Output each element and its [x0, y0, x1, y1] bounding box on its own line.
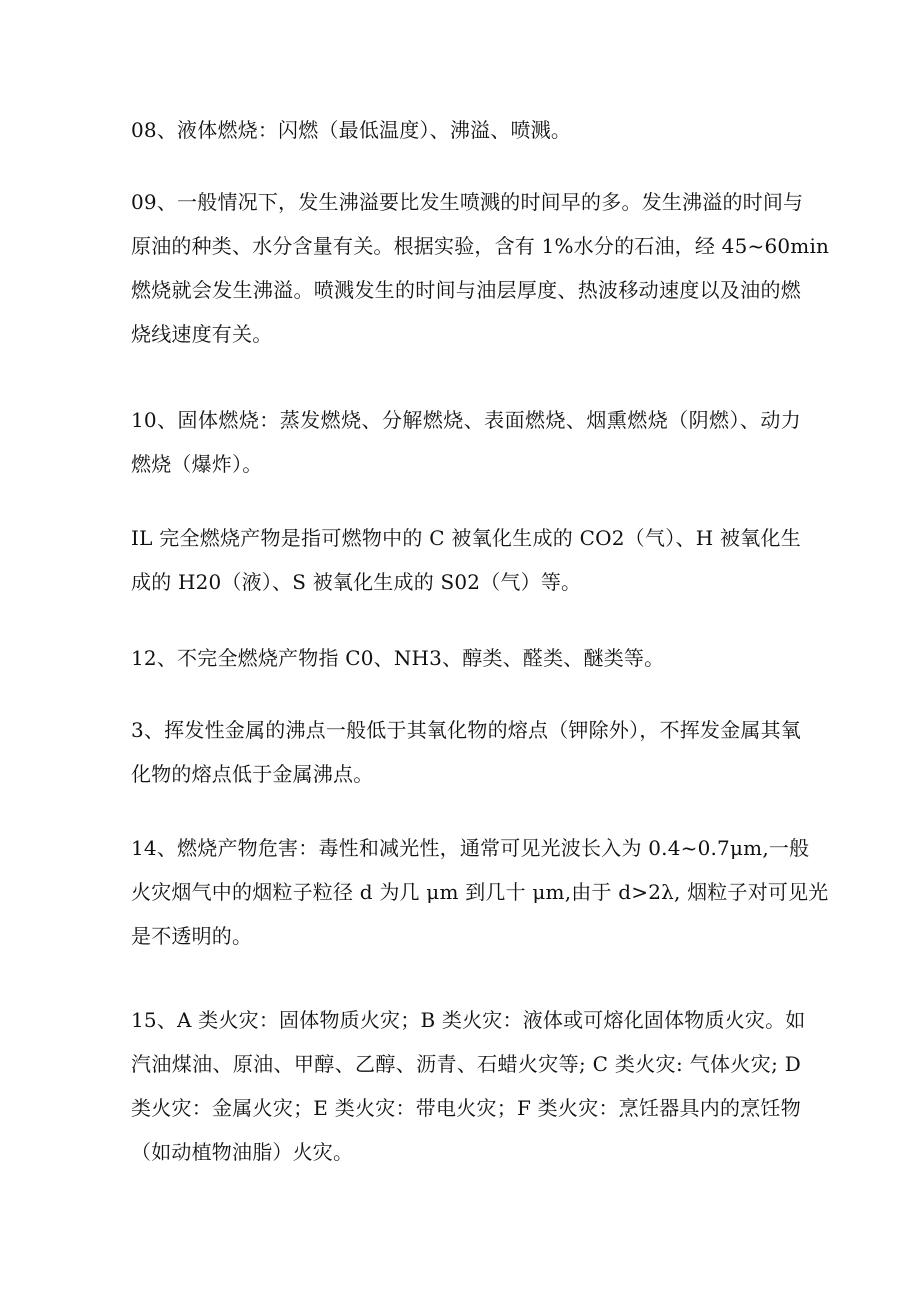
paragraph-11: [131, 516, 801, 604]
text-line: 是不透明的。: [131, 924, 253, 948]
paragraph-12: [131, 636, 801, 680]
paragraph-08: [131, 108, 801, 152]
paragraph-09: [131, 180, 830, 356]
text-line: 火灾烟气中的烟粒子粒径 d 为几 μm 到几十 μm,由于 d>2λ, 烟粒子对可见光: [131, 880, 829, 904]
text-line: 燃烧（爆炸）。: [131, 452, 263, 476]
text-line: 燃烧就会发生沸溢。喷溅发生的时间与油层厚度、热波移动速度以及油的燃: [131, 278, 801, 302]
text-line: 化物的熔点低于金属沸点。: [131, 762, 374, 786]
text-line: 成的 H20（液）、S 被氧化生成的 S02（气）等。: [131, 570, 582, 594]
text-line: IL 完全燃烧产物是指可燃物中的 C 被氧化生成的 CO2（气）、H 被氧化生: [131, 526, 801, 550]
text-line: 09、一般情况下，发生沸溢要比发生喷溅的时间早的多。发生沸溢的时间与: [131, 190, 804, 214]
text-line: 10、固体燃烧：蒸发燃烧、分解燃烧、表面燃烧、烟熏燃烧（阴燃）、动力: [131, 408, 801, 432]
text-line: （如动植物油脂）火灾。: [131, 1140, 354, 1164]
paragraph-10: [131, 398, 801, 486]
text-line: 3、挥发性金属的沸点一般低于其氧化物的熔点（钾除外），不挥发金属其氧: [131, 718, 801, 742]
text-line: 汽油煤油、原油、甲醇、乙醇、沥青、石蜡火灾等; C 类火灾: 气体火灾; D: [131, 1052, 801, 1076]
paragraph-15: [131, 998, 806, 1174]
text-line: 08、液体燃烧：闪燃（最低温度）、沸溢、喷溅。: [131, 118, 572, 142]
text-line: 15、A 类火灾：固体物质火灾；B 类火灾：液体或可熔化固体物质火灾。如: [131, 1008, 806, 1032]
text-line: 12、不完全燃烧产物指 C0、NH3、醇类、醛类、醚类等。: [131, 646, 665, 670]
text-line: 类火灾：金属火灾；E 类火灾：带电火灾；F 类火灾：烹饪器具内的烹饪物: [131, 1096, 801, 1120]
text-line: 14、燃烧产物危害：毒性和减光性，通常可见光波长入为 0.4~0.7μm,一般: [131, 836, 810, 860]
text-line: 烧线速度有关。: [131, 322, 273, 346]
text-line: 原油的种类、水分含量有关。根据实验，含有 1%水分的石油，经 45~60min: [131, 234, 830, 258]
paragraph-14: [131, 826, 829, 958]
paragraph-13: [131, 708, 801, 796]
